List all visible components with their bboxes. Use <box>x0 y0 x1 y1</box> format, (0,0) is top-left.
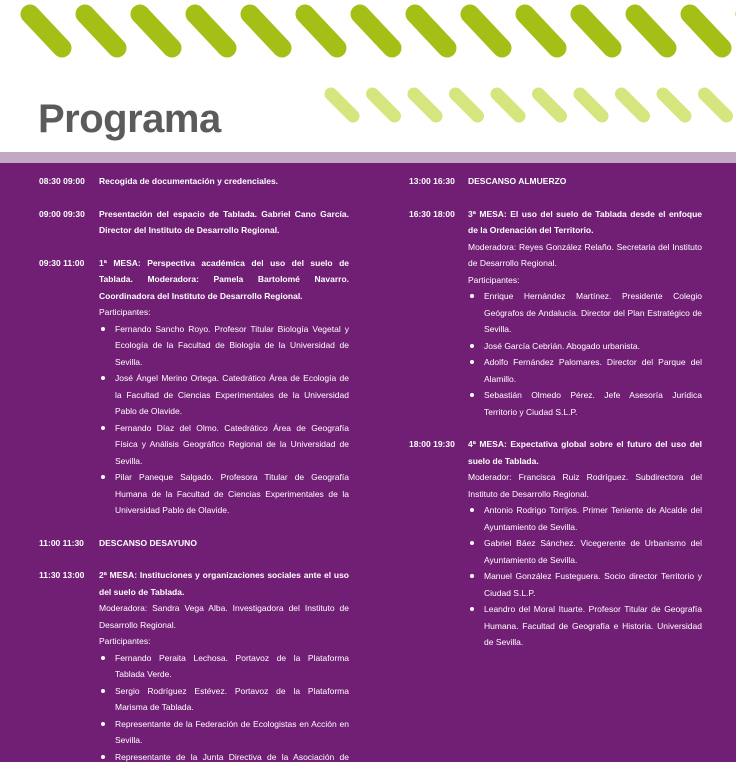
participant-text: Fernando Sancho Royo. Profesor Titular Biología Vegetal y Ecología de la Facultad de Biología de la Universidad de Sevilla. <box>115 323 349 367</box>
session-body <box>99 255 349 519</box>
participant-text: Representante de la Federación de Ecologistas en Acción en Sevilla. <box>115 718 349 745</box>
bullet-icon <box>101 475 105 479</box>
schedule-column-left <box>39 173 349 782</box>
bullet-icon <box>470 541 474 545</box>
participant-item <box>468 502 702 535</box>
session-title: Presentación del espacio de Tablada. Gabriel Cano García. Director del Instituto de Desarrollo Regional. <box>99 208 349 235</box>
bullet-icon <box>470 360 474 364</box>
participant-item <box>468 387 702 420</box>
light-green-stripe <box>622 94 644 116</box>
session-body <box>99 206 349 239</box>
session-body <box>468 436 702 651</box>
bullet-icon <box>470 607 474 611</box>
session <box>39 206 349 239</box>
participants-label: Participantes: <box>99 636 151 646</box>
participant-item <box>468 338 702 355</box>
light-green-stripe <box>663 94 685 116</box>
session-title: 2ª MESA: Instituciones y organizaciones sociales ante el uso del suelo de Tablada. <box>99 570 349 597</box>
participants-label: Participantes: <box>468 274 520 285</box>
participant-item <box>468 288 702 338</box>
bullet-icon <box>101 722 105 726</box>
participant-text: Representante de la Junta Directiva de la Asociación de vecinos de Tablada. <box>115 751 349 778</box>
session <box>39 173 349 190</box>
session <box>39 255 349 519</box>
bullet-icon <box>101 755 105 759</box>
moderator-line: Moderador: Francisca Ruiz Rodríguez. Subdirectora del Instituto de Desarrollo Regional. <box>468 472 702 499</box>
participant-item <box>468 568 702 601</box>
participant-text: Fernando Díaz del Olmo. Catedrático Área de Geografía Física y Análisis Geográfico Regional de la Universidad de Sevilla. <box>115 422 349 466</box>
session <box>409 173 702 190</box>
session-body <box>99 567 349 782</box>
bullet-icon <box>101 426 105 430</box>
lavender-band <box>0 152 736 163</box>
schedule-panel <box>0 163 736 778</box>
header <box>0 0 736 152</box>
bullet-icon <box>101 689 105 693</box>
schedule-column-right <box>409 173 702 651</box>
participant-text: Gabriel Báez Sánchez. Vicegerente de Urbanismo del Ayuntamiento de Sevilla. <box>484 538 702 565</box>
participants-list <box>468 502 702 651</box>
moderator-line: Moderadora: Reyes González Relaño. Secretaria del Instituto de Desarrollo Regional. <box>468 241 702 268</box>
light-green-stripe <box>456 94 478 116</box>
bullet-icon <box>470 393 474 397</box>
participants-label: Participantes: <box>99 307 151 317</box>
participant-text: José García Cebrián. Abogado urbanista. <box>484 340 640 351</box>
bullet-icon <box>470 574 474 578</box>
participants-list <box>99 321 349 519</box>
session-time: 13:00 16:30 <box>409 176 455 186</box>
participant-text: Leandro del Moral Ituarte. Profesor Titular de Geografía Humana. Facultad de Geografía e Historia. Universidad de Sevilla. <box>484 604 702 647</box>
participant-item <box>99 370 349 420</box>
session <box>409 436 702 651</box>
participant-text: Sebastián Olmedo Pérez. Jefe Asesoría Jurídica Territorio y Ciudad S.L.P. <box>484 390 702 417</box>
bullet-icon <box>470 344 474 348</box>
bullet-icon <box>101 327 105 331</box>
moderator-line: Moderadora: Sandra Vega Alba. Investigadora del Instituto de Desarrollo Regional. <box>99 603 349 630</box>
session-time: 09:30 11:00 <box>39 257 85 268</box>
participant-text: Enrique Hernández Martínez. Presidente Colegio Geógrafos de Andalucía. Director del Plan Estratégico de Sevilla. <box>484 291 702 334</box>
session <box>39 535 349 552</box>
participant-item <box>99 683 349 716</box>
participant-item <box>468 535 702 568</box>
light-green-stripe <box>580 94 602 116</box>
participant-item <box>99 420 349 470</box>
participant-text: Manuel González Fusteguera. Socio director Territorio y Ciudad S.L.P. <box>484 571 702 598</box>
participant-item <box>99 650 349 683</box>
participant-item <box>468 601 702 651</box>
session-time: 09:00 09:30 <box>39 208 85 219</box>
session-time: 11:30 13:00 <box>39 570 85 580</box>
session-title: 3ª MESA: El uso del suelo de Tablada desde el enfoque de la Ordenación del Territorio. <box>468 208 702 235</box>
page-title: Programa <box>38 97 221 141</box>
session-time: 08:30 09:00 <box>39 176 85 186</box>
participant-text: José Ángel Merino Ortega. Catedrático Área de Ecología de la Facultad de Ciencias Experimentales de la Universidad Pablo de Olavide. <box>115 373 349 416</box>
session-body <box>99 535 349 552</box>
session-title: DESCANSO DESAYUNO <box>99 537 197 548</box>
participant-item <box>468 354 702 387</box>
session-body <box>99 173 349 190</box>
participants-list <box>468 288 702 420</box>
participant-text: Sergio Rodríguez Estévez. Portavoz de la Plataforma Marisma de Tablada. <box>115 685 349 712</box>
light-green-stripe <box>331 94 353 116</box>
session-time: 16:30 18:00 <box>409 208 455 219</box>
participant-item <box>99 716 349 749</box>
bullet-icon <box>470 508 474 512</box>
bullet-icon <box>101 656 105 660</box>
session-body <box>468 173 702 190</box>
light-green-stripe <box>373 94 395 116</box>
participant-item <box>99 469 349 519</box>
light-green-stripe <box>414 94 436 116</box>
participant-text: Pilar Paneque Salgado. Profesora Titular de Geografía Humana de la Facultad de Ciencias Experimentales de la Universidad Pablo de Olavide. <box>115 472 349 515</box>
bullet-icon <box>470 294 474 298</box>
participant-item <box>99 321 349 371</box>
session-title: DESCANSO ALMUERZO <box>468 176 567 186</box>
session-title: Recogida de documentación y credenciales. <box>99 176 279 186</box>
bullet-icon <box>101 376 105 380</box>
participant-item <box>99 749 349 782</box>
session-time: 18:00 19:30 <box>409 439 455 449</box>
session <box>39 567 349 782</box>
session-title: 1ª MESA: Perspectiva académica del uso del suelo de Tablada. Moderadora: Pamela Bartolomé Navarro. Coordinadora del Instituto de Desarrollo Regional. <box>99 257 349 301</box>
light-green-stripe <box>539 94 561 116</box>
session <box>409 206 702 421</box>
participant-text: Antonio Rodrigo Torrijos. Primer Teniente de Alcalde del Ayuntamiento de Sevilla. <box>484 505 702 532</box>
session-title: 4ª MESA: Expectativa global sobre el futuro del uso del suelo de Tablada. <box>468 439 702 466</box>
participant-text: Adolfo Fernández Palomares. Director del Parque del Alamillo. <box>484 357 702 384</box>
participant-text: Fernando Peraita Lechosa. Portavoz de la Plataforma Tablada Verde. <box>115 652 349 679</box>
session-time: 11:00 11:30 <box>39 537 84 548</box>
light-green-stripe <box>497 94 519 116</box>
session-body <box>468 206 702 421</box>
light-green-stripe <box>705 94 727 116</box>
